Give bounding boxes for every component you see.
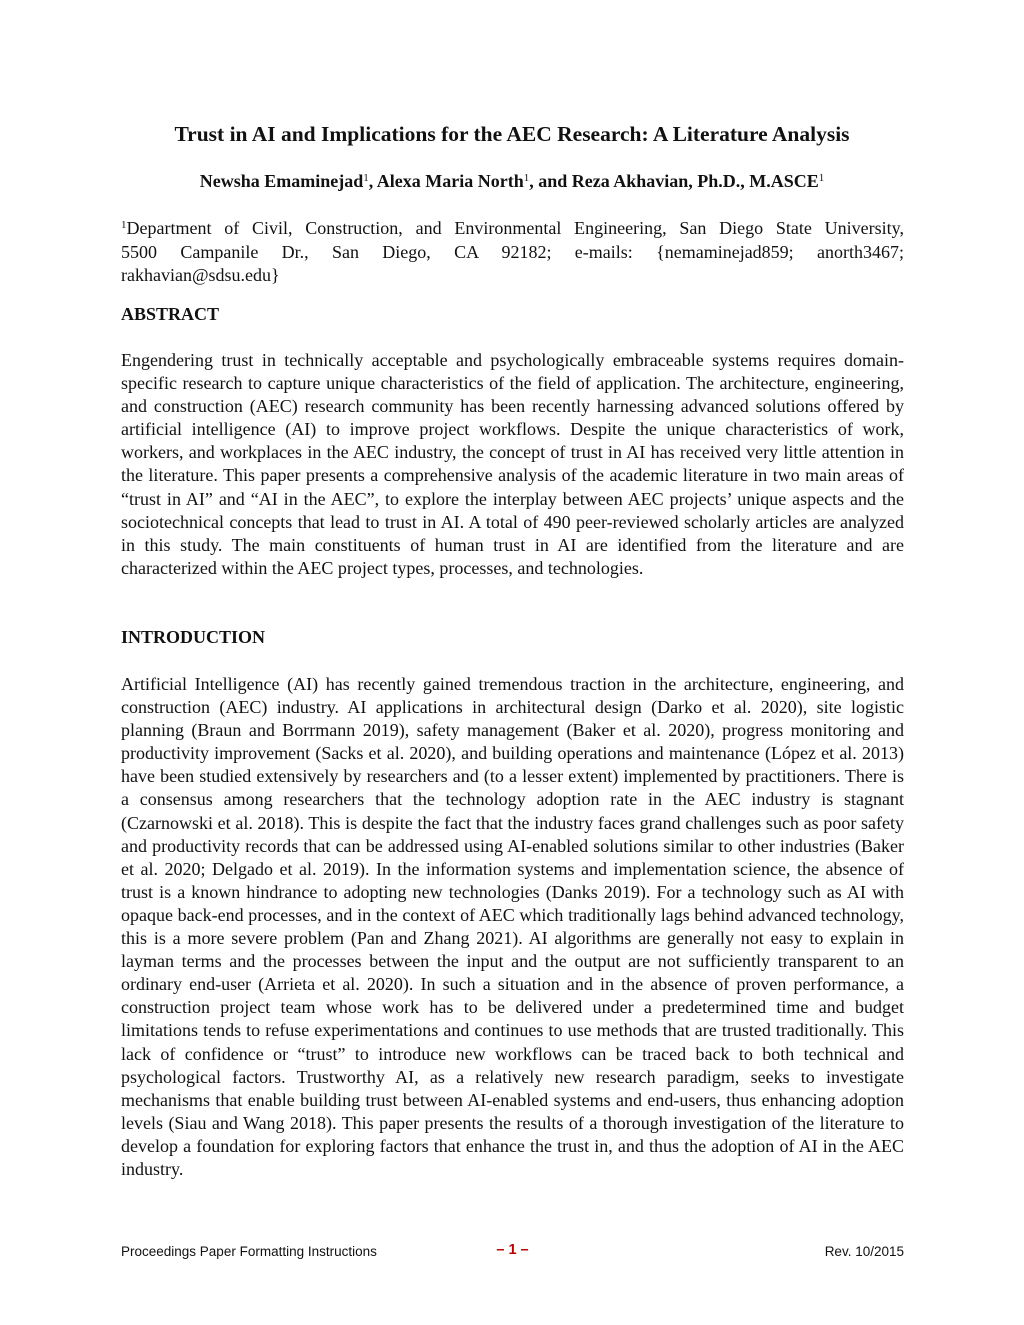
introduction-paragraph: Artificial Intelligence (AI) has recently gained tremendous traction in the architecture, engineering, and construction (AEC) industry. AI applications in architectural design (Darko et al. 2020), site logistic planning (Braun and Borrmann 2019), safety management (Baker et al. 2020), progress monitoring and productivity improvement (Sacks et al. 2020), and building operations and maintenance (López et al. 2013) have been studied extensively by researchers and (to a lesser extent) implemented by practitioners. There is a consensus among researchers that the technology adoption rate in the AEC industry is stagnant (Czarnowski et al. 2018). This is despite the fact that the industry faces grand challenges such as poor safety and productivity records that can be addressed using AI-enabled solutions similar to other industries (Baker et al. 2020; Delgado et al. 2019). In the information systems and implementation science, the absence of trust is a known hindrance to adopting new technologies (Danks 2019). For a technology such as AI with opaque back-end processes, and in the context of AEC which traditionally lags behind advanced technology, this is a more severe problem (Pan and Zhang 2021). AI algorithms are generally not easy to explain in layman terms and the processes between the input and the output are not sufficiently transparent to an ordinary end-user (Arrieta et al. 2020). In such a situation and in the absence of proven performance, a construction project team whose work has to be delivered under a predetermined time and budget limitations tends to refuse experimentations and continues to use methods that are trusted traditionally. This lack of confidence or “trust” to introduce new workflows can be traced back to both technical and psychological factors. Trustworthy AI, as a relatively new research paradigm, seeks to investigate mechanisms that enable building trust between AI-enabled systems and end-users, thus enhancing adoption levels (Siau and Wang 2018). This paper presents the results of a thorough investigation of the literature to develop a foundation for exploring factors that enhance the trust in, and thus the adoption of AI in the AEC industry. [121, 674, 904, 1179]
affiliation-mark: 1 [121, 219, 127, 231]
affiliation-block [121, 217, 904, 288]
author-name: Reza Akhavian, Ph.D., M.ASCE [571, 171, 819, 191]
author-name: Newsha Emaminejad [199, 171, 364, 191]
page-number: – 1 – [496, 1242, 529, 1258]
author-separator: , [368, 171, 377, 191]
author-affiliation-mark: 1 [523, 172, 530, 184]
introduction-heading: INTRODUCTION [121, 627, 266, 647]
author-name: Alexa Maria North [376, 171, 524, 191]
author-separator: , and [529, 171, 572, 191]
abstract-heading: ABSTRACT [121, 304, 220, 324]
footer-revision: Rev. 10/2015 [824, 1244, 904, 1259]
author-affiliation-mark: 1 [818, 172, 825, 184]
footer-left-text: Proceedings Paper Formatting Instructions [121, 1244, 377, 1259]
affiliation-line-1-text: Department of Civil, Construction, and Environmental Engineering, San Diego State University, [126, 218, 904, 238]
affiliation-line-3: rakhavian@sdsu.edu} [121, 265, 280, 285]
affiliation-line-2: 5500 Campanile Dr., San Diego, CA 92182; e-mails: {nemaminejad859; anorth3467; [121, 241, 904, 262]
author-line [0, 171, 1024, 192]
author-affiliation-mark: 1 [363, 172, 369, 184]
abstract-paragraph: Engendering trust in technically acceptable and psychologically embraceable systems requires domain-specific research to capture unique characteristics of the field of application. The architecture, engineering, and construction (AEC) research community has been recently harnessing advanced solutions offered by artificial intelligence (AI) to improve project workflows. Despite the unique characteristics of work, workers, and workplaces in the AEC industry, the concept of trust in AI has received very little attention in the literature. This paper presents a comprehensive analysis of the academic literature in two main areas of “trust in AI” and “AI in the AEC”, to explore the interplay between AEC projects’ unique aspects and the sociotechnical concepts that lead to trust in AI. A total of 490 peer-reviewed scholarly articles are analyzed in this study. The main constituents of human trust in AI are identified from the literature and are characterized within the AEC project types, processes, and technologies. [121, 350, 904, 578]
page-footer [121, 1244, 904, 1264]
affiliation-line-1 [121, 217, 904, 241]
paper-title: Trust in AI and Implications for the AEC Research: A Literature Analysis [174, 122, 850, 146]
